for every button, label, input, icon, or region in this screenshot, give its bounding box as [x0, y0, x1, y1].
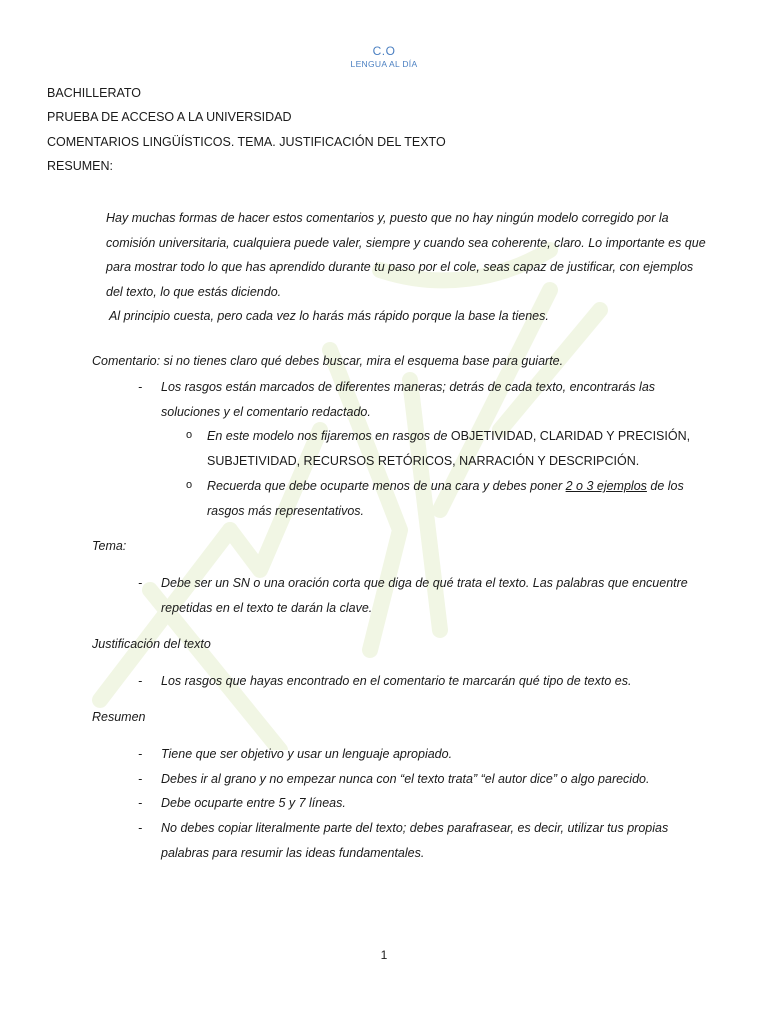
- sub-text-part: de los rasgos más representativos.: [207, 479, 684, 518]
- section-comentario-label: Comentario: si no tienes claro qué debes buscar, mira el esquema base para guiarte.: [92, 354, 564, 368]
- list-item: [138, 375, 708, 424]
- list-item: [138, 669, 708, 694]
- document-header: [0, 44, 768, 69]
- section-resumen-label: Resumen: [92, 710, 146, 724]
- sub-text-caps: OBJETIVIDAD, CLARIDAD Y PRECISIÓN, SUBJETIVIDAD, RECURSOS RETÓRICOS, NARRACIÓN Y DESCRIPCIÓN.: [207, 429, 691, 468]
- sub-list-item-text: [207, 424, 706, 473]
- list-item-text: Debe ser un SN o una oración corta que diga de qué trata el texto. Las palabras que encuentre repetidas en el texto te darán la clave.: [161, 576, 688, 615]
- heading-comentarios: COMENTARIOS LINGÜÍSTICOS. TEMA. JUSTIFICACIÓN DEL TEXTO: [47, 135, 446, 149]
- sub-list-item-text: [207, 474, 706, 523]
- dash-marker: -: [138, 796, 143, 810]
- list-item-text: Los rasgos que hayas encontrado en el comentario te marcarán qué tipo de texto es.: [161, 674, 632, 688]
- section-justificacion-label: Justificación del texto: [92, 637, 211, 651]
- intro-paragraph-2: Al principio cuesta, pero cada vez lo harás más rápido porque la base la tienes.: [109, 309, 549, 324]
- intro-paragraph: Hay muchas formas de hacer estos comentarios y, puesto que no hay ningún modelo corregido por la comisión universitaria, cualquiera puede valer, siempre y cuando sea coherente, claro. Lo importante es que para mostrar todo lo que has aprendido durante tu paso por el cole, seas capaz de justificar, con ejemplos del texto, lo que estás diciendo.: [106, 211, 706, 299]
- circle-marker: o: [186, 429, 193, 441]
- list-item: [138, 791, 708, 816]
- header-tagline: LENGUA AL DÍA: [350, 59, 418, 69]
- list-item: [138, 571, 708, 620]
- list-item-text: Los rasgos están marcados de diferentes maneras; detrás de cada texto, encontrarás las soluciones y el comentario redactado.: [161, 380, 656, 419]
- heading-prueba: PRUEBA DE ACCESO A LA UNIVERSIDAD: [47, 110, 292, 124]
- dash-marker: -: [138, 674, 143, 688]
- list-item: [138, 816, 708, 865]
- list-item-text: Tiene que ser objetivo y usar un lenguaje apropiado.: [161, 747, 453, 761]
- circle-marker: o: [186, 479, 193, 491]
- dash-marker: -: [138, 772, 143, 786]
- sub-text-part: Recuerda que debe ocuparte menos de una cara y debes poner: [207, 479, 566, 493]
- sub-text-part: En este modelo nos fijaremos en rasgos de: [207, 429, 451, 443]
- list-item: [138, 742, 708, 767]
- dash-marker: -: [138, 576, 143, 590]
- section-tema-label: Tema:: [92, 539, 127, 553]
- list-item: [138, 767, 708, 792]
- heading-bachillerato: BACHILLERATO: [47, 86, 142, 100]
- intro-block: [106, 206, 706, 329]
- heading-resumen: RESUMEN:: [47, 159, 113, 173]
- list-item-text: Debes ir al grano y no empezar nunca con “el texto trata” “el autor dice” o algo parecido.: [161, 772, 650, 786]
- dash-marker: -: [138, 747, 143, 761]
- dash-marker: -: [138, 821, 143, 835]
- header-org: C.O: [372, 44, 396, 58]
- sub-text-underlined: 2 o 3 ejemplos: [565, 479, 647, 493]
- sub-list-item: [186, 424, 706, 473]
- page-number: 1: [380, 948, 388, 962]
- dash-marker: -: [138, 380, 143, 394]
- list-item-text: No debes copiar literalmente parte del texto; debes parafrasear, es decir, utilizar tus propias palabras para resumir las ideas fundamentales.: [161, 821, 669, 860]
- list-item-text: Debe ocuparte entre 5 y 7 líneas.: [161, 796, 346, 810]
- sub-list-item: [186, 474, 706, 523]
